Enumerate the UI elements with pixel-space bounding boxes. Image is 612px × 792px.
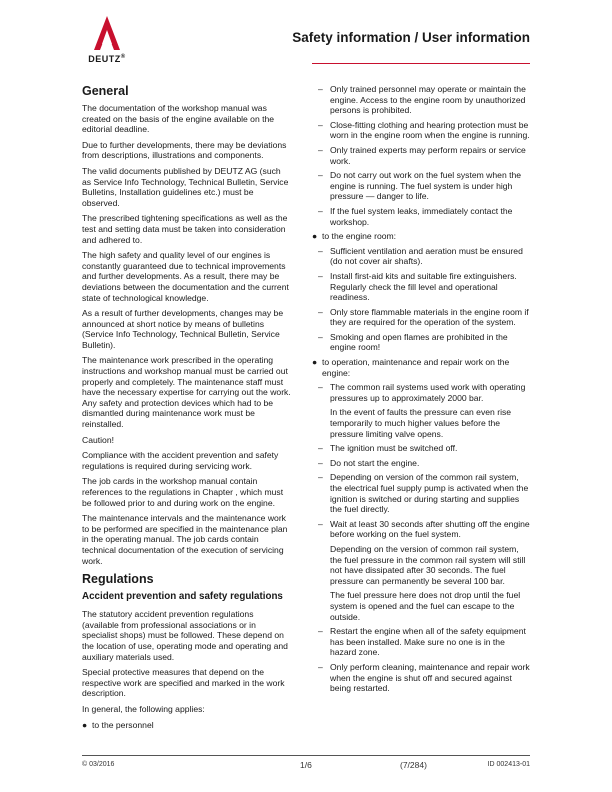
engine-room-list bbox=[312, 231, 530, 242]
accident-prevention-subheading: Accident prevention and safety regulations bbox=[82, 591, 283, 603]
general-paragraph: The maintenance intervals and the maintenance work to be performed are specified in the maintenance plan in the operating manual. The job cards contain technical documentation of the execution of servicing work. bbox=[82, 513, 288, 566]
list-item-note: In the event of faults the pressure can even rise temporarily to much higher values before the pressure limiting valve opens. bbox=[330, 407, 512, 439]
list-item: – Do not carry out work on the fuel system when the engine is running. The fuel system is under high pressure — danger to life. bbox=[318, 170, 522, 202]
page-title: Safety information / User information bbox=[292, 30, 530, 45]
deutz-logo-mark bbox=[84, 14, 130, 54]
general-paragraph: The maintenance work prescribed in the operating instructions and workshop manual must be carried out properly and completely. The maintenance staff must have the necessary expertise for carrying out the work. Any safety and protection devices which had to be dismantled during maintenance work must be reinstalled. bbox=[82, 355, 291, 430]
dash-icon: – bbox=[318, 457, 323, 468]
personnel-list bbox=[82, 720, 292, 731]
dash-icon: – bbox=[318, 144, 323, 155]
regulations-heading: Regulations bbox=[82, 572, 154, 587]
list-item: – Depending on version of the common rail system, the electrical fuel supply pump is activated when the ignition is switched or during starting and supplies the fuel directly. bbox=[318, 472, 529, 515]
list-item: ● to the personnel bbox=[82, 719, 154, 730]
dash-icon: – bbox=[318, 331, 323, 342]
list-item: ● to operation, maintenance and repair work on the engine: bbox=[312, 357, 510, 378]
list-item: ● to the engine room: bbox=[312, 231, 397, 242]
general-paragraph: The documentation of the workshop manual was created on the basis of the engine available on the editorial deadline. bbox=[82, 103, 275, 135]
dash-icon: – bbox=[318, 84, 323, 94]
general-paragraph: Due to further developments, there may be deviations from descriptions, illustrations and components. bbox=[82, 139, 287, 161]
personnel-items-list bbox=[312, 84, 530, 227]
regulations-paragraph: Special protective measures that depend on the respective work are specified and marked in the work description. bbox=[82, 667, 285, 699]
dash-icon: – bbox=[318, 472, 323, 483]
general-heading: General bbox=[82, 84, 129, 98]
dash-icon: – bbox=[318, 245, 323, 256]
header-divider bbox=[312, 63, 530, 64]
dash-icon: – bbox=[318, 661, 323, 672]
dash-icon: – bbox=[318, 205, 323, 216]
page-number: 1/6 bbox=[300, 760, 312, 770]
general-paragraph: The valid documents published by DEUTZ AG (such as Service Info Technology, Technical Bulletin, Service Bulletins, Installation guidelines etc.) must be observed. bbox=[82, 165, 289, 208]
bullet-icon: ● bbox=[82, 719, 88, 730]
list-item: – Only trained experts may perform repairs or service work. bbox=[318, 144, 526, 166]
total-page-number: (7/284) bbox=[400, 760, 427, 770]
list-item: – Restart the engine when all of the safety equipment has been installed. Make sure no one is in the hazard zone. bbox=[318, 626, 526, 658]
general-paragraph: Compliance with the accident prevention and safety regulations is required during servicing work. bbox=[82, 450, 279, 471]
brand-name: DEUTZ® bbox=[88, 54, 126, 64]
operation-items-list bbox=[312, 382, 530, 693]
right-column bbox=[312, 84, 530, 698]
caution-label: Caution! bbox=[82, 434, 115, 445]
list-item: – The ignition must be switched off. bbox=[318, 443, 458, 454]
general-paragraph: As a result of further developments, changes may be announced at short notice by means of bulletins (Service Info Technology, Technical Bulletin, Service Bulletin). bbox=[82, 308, 284, 350]
list-item: – Only store flammable materials in the engine room if they are required for the operation of the system. bbox=[318, 306, 529, 328]
operation-list bbox=[312, 357, 530, 378]
dash-icon: – bbox=[318, 119, 323, 130]
deutz-logo bbox=[84, 14, 130, 64]
list-item: – Install first-aid kits and suitable fire extinguishers. Regularly check the fill level and operational readiness. bbox=[318, 270, 517, 303]
list-item: – Smoking and open flames are prohibited in the engine room! bbox=[318, 331, 508, 353]
footer-divider bbox=[82, 755, 530, 756]
list-item: – Only trained personnel may operate or maintain the engine. Access to the engine room by unauthorized persons is prohibited. bbox=[318, 84, 526, 116]
document-id: ID 002413-01 bbox=[487, 761, 530, 768]
list-item: – Only perform cleaning, maintenance and repair work when the engine is shut off and secured against being restarted. bbox=[318, 661, 530, 694]
dash-icon: – bbox=[318, 306, 323, 317]
list-item: – Sufficient ventilation and aeration must be ensured (do not cover air shafts). bbox=[318, 245, 523, 267]
list-item: – Close-fitting clothing and hearing protection must be worn in the engine room when the engine is running. bbox=[318, 119, 530, 141]
copyright-date: © 03/2016 bbox=[82, 761, 115, 768]
list-item: – Wait at least 30 seconds after shutting off the engine before working on the fuel system. Depending on the version of common rail system, the fuel pressure in the common rail system will still not have dissipated after 30 seconds. The fuel pressure can permanently be several 100 bar. The fuel pressure here does not drop until the fuel system is opened and the fuel can escape to the outside. bbox=[318, 518, 530, 622]
dash-icon: – bbox=[318, 382, 323, 393]
list-item-note: The fuel pressure here does not drop until the fuel system is opened and the fuel can escape to the outside. bbox=[330, 590, 521, 622]
general-paragraph: The high safety and quality level of our engines is constantly guaranteed due to technical improvements and further developments. As a result, there may be deviations between the documentation and the current state of technological knowledge. bbox=[82, 250, 289, 303]
regulations-paragraph: In general, the following applies: bbox=[82, 703, 205, 714]
regulations-paragraph: The statutory accident prevention regulations (available from professional associations or in specialist shops) must be followed. These depend on the location of use, operating mode and operating and auxiliary materials used. bbox=[82, 609, 288, 662]
list-item: – The common rail systems used work with operating pressures up to approximately 2000 bar. In the event of faults the pressure can even rise temporarily to much higher values before the pressure limiting valve opens. bbox=[312, 382, 530, 439]
dash-icon: – bbox=[318, 170, 323, 181]
general-paragraph: The job cards in the workshop manual contain references to the regulations in Chapter , which must be followed prior to and during work on the engine. bbox=[82, 476, 284, 508]
list-item: – Do not start the engine. bbox=[318, 457, 420, 468]
bullet-icon: ● bbox=[312, 357, 318, 368]
list-item: – If the fuel system leaks, immediately contact the workshop. bbox=[318, 205, 513, 227]
dash-icon: – bbox=[318, 626, 323, 637]
dash-icon: – bbox=[318, 443, 323, 454]
dash-icon: – bbox=[318, 270, 323, 281]
dash-icon: – bbox=[318, 518, 323, 529]
engine-room-items-list bbox=[312, 246, 530, 353]
bullet-icon: ● bbox=[312, 231, 318, 242]
list-item-note: Depending on the version of common rail system, the fuel pressure in the common rail system will still not have dissipated after 30 seconds. The fuel pressure can permanently be several 100 bar. bbox=[330, 543, 526, 586]
general-paragraph: The prescribed tightening specifications as well as the test and setting data must be taken into consideration and adhered to. bbox=[82, 213, 288, 245]
left-column bbox=[82, 84, 292, 734]
